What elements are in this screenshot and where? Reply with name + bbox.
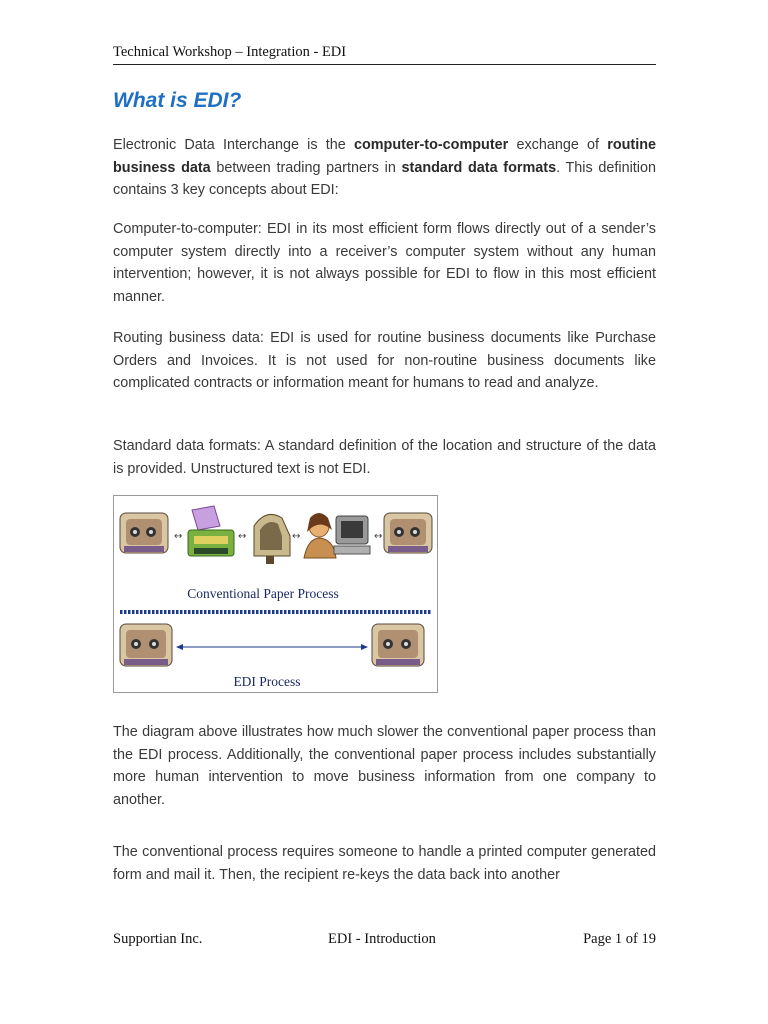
definition-bold-1: computer-to-computer (353, 137, 509, 153)
arrow-icon: ↔ (374, 531, 383, 542)
footer-document-title: EDI - Introduction (328, 931, 436, 947)
page-footer (113, 931, 656, 951)
person-at-computer-icon (304, 513, 370, 558)
paragraph-routing-business-data: Routing business data: EDI is used for routine business documents like Purchase Orders and Invoices. It is not used for non-routine business documents like complicated contracts or information meant for humans to read and analyze. (113, 330, 656, 392)
definition-bold-2: routine business data (113, 137, 656, 176)
page-header (113, 44, 656, 61)
arrow-icon: ↔ (174, 531, 183, 542)
sender-computer-icon (120, 513, 168, 553)
mailbox-icon (254, 514, 290, 564)
definition-text-4: . This definition contains 3 key concepts about EDI: (113, 159, 656, 199)
arrow-icon: ↔ (292, 531, 301, 542)
header-text: Technical Workshop – Integration - EDI (113, 44, 347, 60)
footer-company: Supportian Inc. (113, 931, 203, 947)
arrow-right-icon (361, 644, 368, 650)
edi-sender-computer-icon (120, 624, 172, 666)
paragraph-definition (113, 134, 656, 202)
page-title: What is EDI? (113, 89, 242, 112)
definition-text-3: between trading partners in (210, 159, 402, 176)
arrow-left-icon (176, 644, 183, 650)
paragraph-standard-data-formats: Standard data formats: A standard definition of the location and structure of the data is provided. Unstructured text is not EDI. (113, 438, 656, 477)
paragraph-diagram-explanation: The diagram above illustrates how much slower the conventional paper process than the EDI process. Additionally, the conventional paper process includes substantially more human intervention to move business information from one company to another. (113, 724, 656, 808)
printer-icon (188, 506, 234, 556)
conventional-process-label: Conventional Paper Process (187, 586, 339, 601)
arrow-icon: ↔ (238, 531, 247, 542)
receiver-computer-icon (384, 513, 432, 553)
paragraph-conventional-process: The conventional process requires someone to handle a printed computer generated form and mail it. Then, the recipient re-keys the data back into another (113, 844, 656, 883)
header-divider (113, 64, 656, 65)
edi-receiver-computer-icon (372, 624, 424, 666)
paragraph-computer-to-computer: Computer-to-computer: EDI in its most efficient form flows directly out of a sender’s computer system directly into a receiver’s computer system without any human intervention; however, it is not always possible for EDI to flow in this most efficient manner. (113, 221, 656, 305)
definition-text-1: Electronic Data Interchange is the (113, 137, 354, 153)
definition-text-2: exchange of (508, 137, 608, 153)
definition-bold-3: standard data formats (401, 159, 557, 176)
footer-page-number: Page 1 of 19 (583, 931, 656, 947)
edi-process-label: EDI Process (233, 674, 301, 689)
edi-process-diagram (113, 495, 438, 693)
